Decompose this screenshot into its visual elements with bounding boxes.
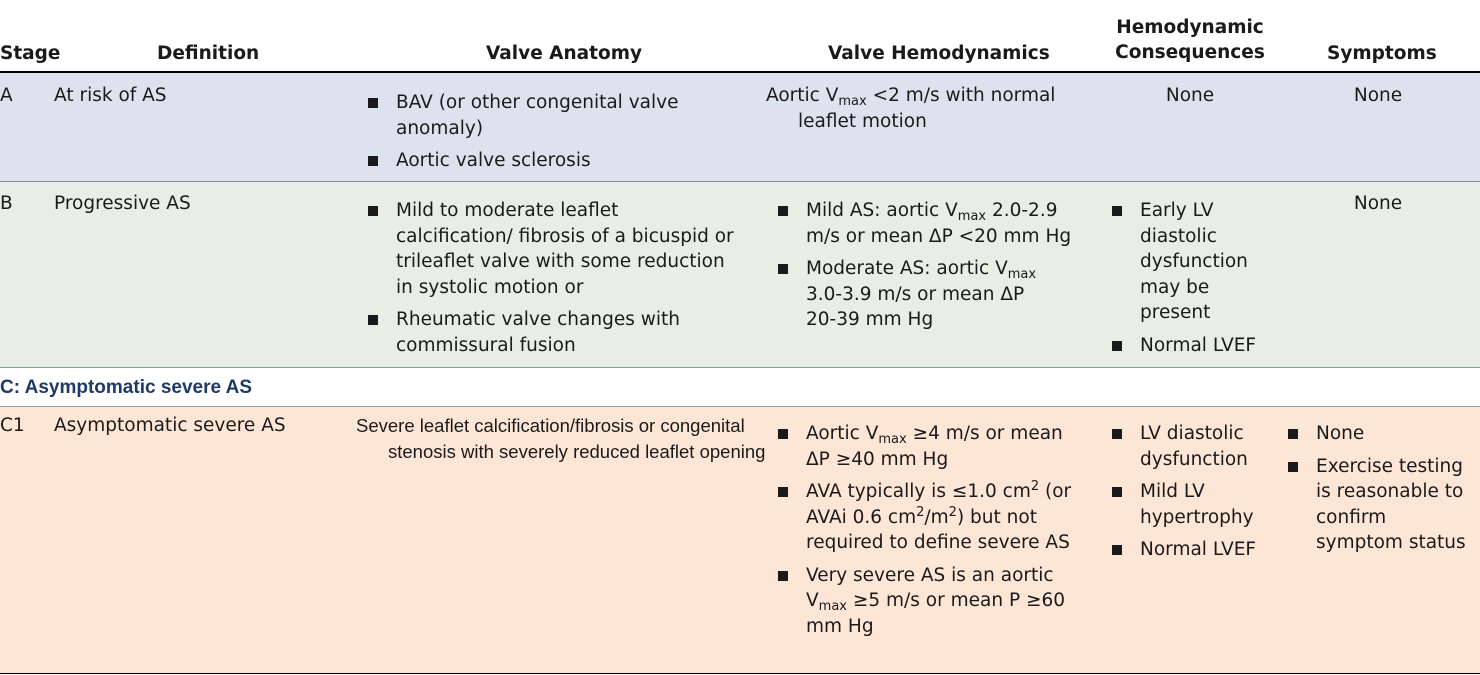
header-stage: Stage: [0, 43, 61, 64]
row-b-hemodynamics-item: Mild AS: aortic $V_{max}$ 2.0-2.9 m/s or mean ΔP <20 mm Hg: [775, 198, 1090, 249]
row-c1-symptoms-item: Exercise testing is reasonable to confirm symptom status: [1285, 454, 1480, 556]
header-definition: Definition: [157, 43, 260, 64]
row-a-anatomy-list: [365, 90, 725, 174]
row-c1-anatomy: Severe leaflet calcification/fibrosis or congenital stenosis with severely reduced leaflet opening: [356, 415, 766, 462]
row-c1-hemodynamics-item: Aortic $V_{max} \ge 4$ m/s or mean ΔP ≥40 mm Hg: [775, 421, 1095, 472]
row-a-anatomy-item: BAV (or other congenital valve anomaly): [365, 90, 725, 141]
row-c1-hemodynamics-item: Very severe AS is an aortic $V_{max} \ge 5$ m/s or mean P ≥60 mm Hg: [775, 563, 1095, 640]
row-c1-consequences-item: Normal LVEF: [1109, 537, 1279, 563]
row-b-anatomy-list: [365, 198, 775, 358]
row-b-anatomy-item: Mild to moderate leaflet calcification/ fibrosis of a bicuspid or trileaflet valve with some reduction in systolic motion or: [365, 198, 775, 300]
row-a-anatomy-item: Aortic valve sclerosis: [365, 148, 725, 174]
row-b-stage: B: [0, 193, 13, 214]
header-consequences-line1: Hemodynamic: [1116, 17, 1264, 38]
row-c1-hemodynamics-list: [775, 421, 1095, 639]
row-b-consequences-list: [1109, 198, 1274, 358]
row-b-hemodynamics-list: [775, 198, 1090, 333]
row-c1-symptoms-item: None: [1285, 421, 1480, 447]
bottom-rule: [0, 673, 1480, 674]
row-a-consequences: None: [1165, 85, 1215, 106]
row-b-definition: Progressive AS: [54, 193, 191, 214]
row-c1-symptoms-list: [1285, 421, 1480, 556]
header-symptoms: Symptoms: [1327, 43, 1437, 64]
row-b-rule: [0, 367, 1480, 368]
header-valve-anatomy: Valve Anatomy: [486, 43, 643, 64]
row-c1-consequences-item: LV diastolic dysfunction: [1109, 421, 1279, 472]
row-a-definition: At risk of AS: [54, 85, 167, 106]
row-a-symptoms: None: [1353, 85, 1403, 106]
row-c1-definition: Asymptomatic severe AS: [54, 415, 286, 436]
row-c1-stage: C1: [0, 415, 25, 436]
row-c1-hemodynamics-item: AVA typically is ≤1.0 $cm^2$ (or AVAi 0.6 $cm^2/m^2$) but not required to define severe AS: [775, 479, 1095, 556]
row-b-symptoms: None: [1353, 193, 1403, 214]
row-a-stage: A: [0, 85, 13, 106]
row-b-consequences-item: Normal LVEF: [1109, 333, 1274, 359]
row-c1-consequences-item: Mild LV hypertrophy: [1109, 479, 1279, 530]
header-consequences-line2: Consequences: [1115, 42, 1265, 63]
row-b-anatomy-item: Rheumatic valve changes with commissural fusion: [365, 307, 775, 358]
header-valve-hemodynamics: Valve Hemodynamics: [828, 43, 1050, 64]
header-hemodynamic-consequences: [1110, 15, 1270, 65]
row-b-consequences-item: Early LV diastolic dysfunction may be present: [1109, 198, 1274, 326]
row-b-hemodynamics-item: Moderate AS: aortic $V_{max}$ 3.0-3.9 m/s or mean ΔP 20-39 mm Hg: [775, 256, 1090, 333]
row-a-hemodynamics: Aortic $V_{max} <2$ m/s with normal leaflet motion: [766, 85, 1056, 132]
row-c1-consequences-list: [1109, 421, 1279, 563]
section-c-heading: C: Asymptomatic severe AS: [0, 377, 253, 398]
